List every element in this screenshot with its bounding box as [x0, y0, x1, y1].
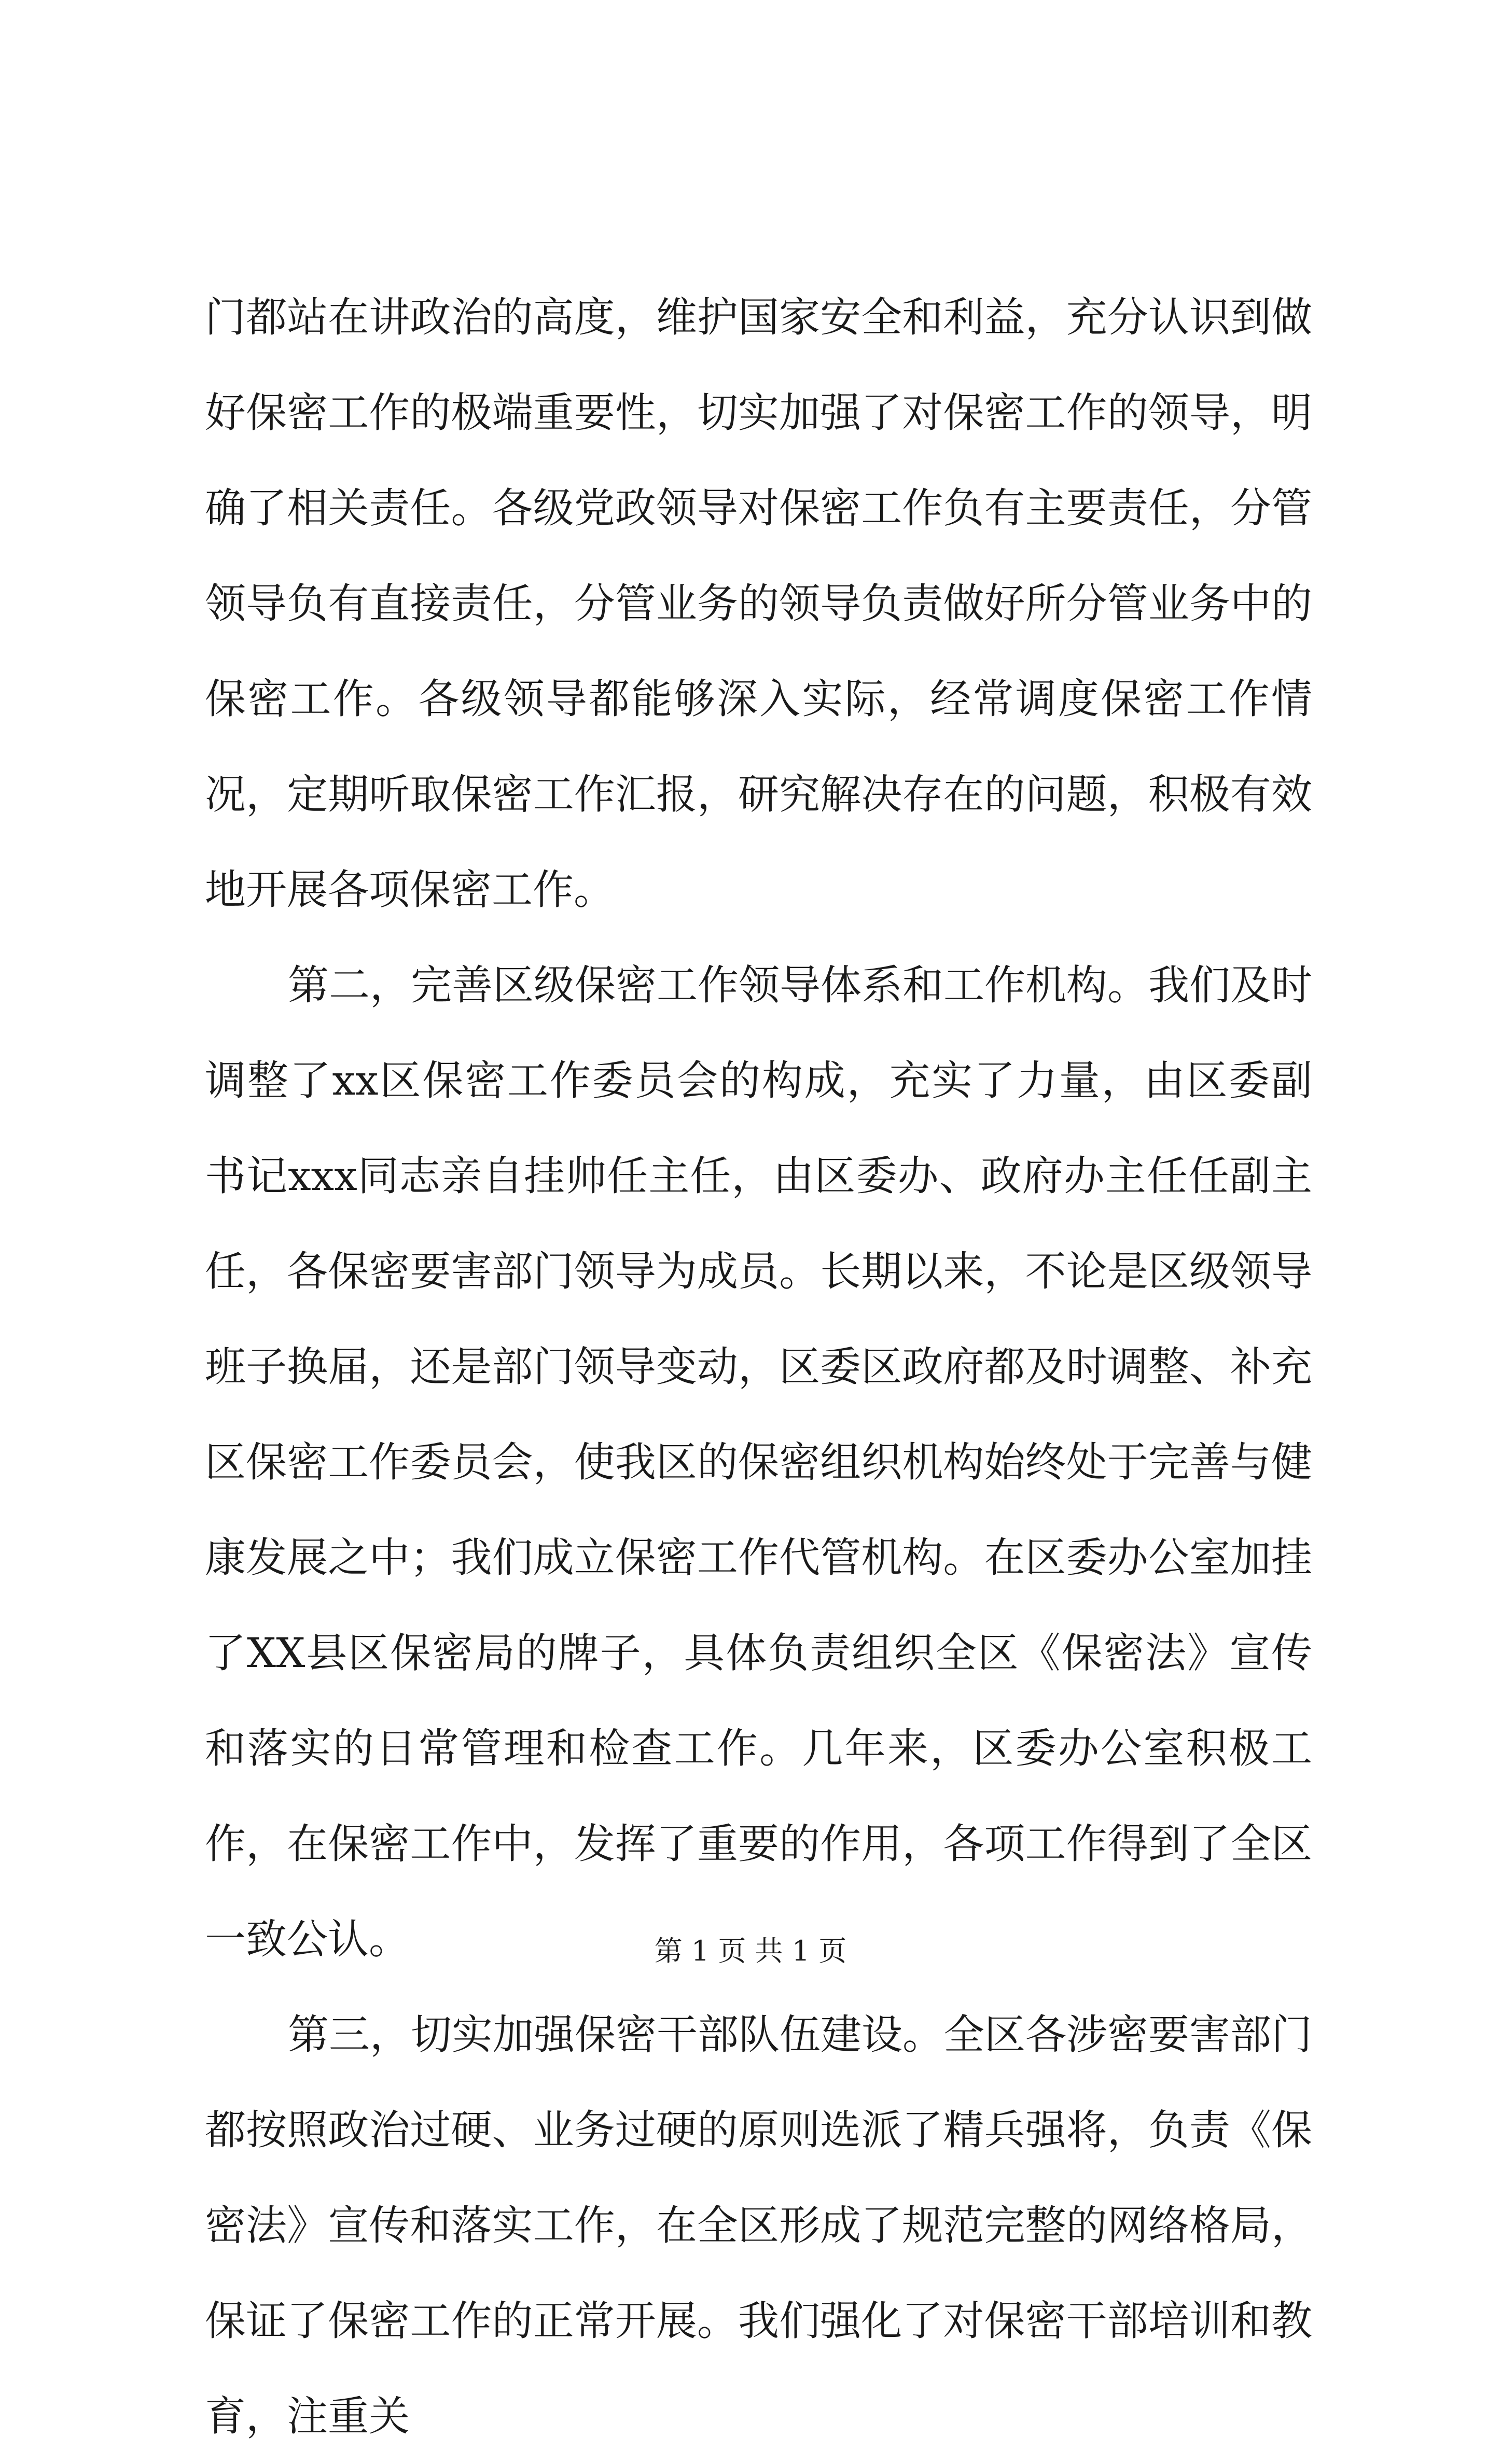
- document-body: [205, 270, 1312, 2464]
- page-number-footer: 第 1 页 共 1 页: [654, 1935, 847, 1967]
- paragraph-2: 第二，完善区级保密工作领导体系和工作机构。我们及时调整了xx区保密工作委员会的构成，充实了力量，由区委副书记xxx同志亲自挂帅任主任，由区委办、政府办主任任副主任，各保密要害部门领导为成员。长期以来，不论是区级领导班子换届，还是部门领导变动，区委区政府都及时调整、补充区保密工作委员会，使我区的保密组织机构始终处于完善与健康发展之中；我们成立保密工作代管机构。在区委办公室加挂了XX县区保密局的牌子，具体负责组织全区《保密法》宣传和落实的日常管理和检查工作。几年来，区委办公室积极工作，在保密工作中，发挥了重要的作用，各项工作得到了全区一致公认。: [205, 961, 1312, 1963]
- paragraph-3: 第三，切实加强保密干部队伍建设。全区各涉密要害部门都按照政治过硬、业务过硬的原则选派了精兵强将，负责《保密法》宣传和落实工作，在全区形成了规范完整的网络格局，保证了保密工作的正常开展。我们强化了对保密干部培训和教育，注重关: [205, 2011, 1312, 2440]
- paragraph-1: 门都站在讲政治的高度，维护国家安全和利益，充分认识到做好保密工作的极端重要性，切实加强了对保密工作的领导，明确了相关责任。各级党政领导对保密工作负有主要责任，分管领导负有直接责任，分管业务的领导负责做好所分管业务中的保密工作。各级领导都能够深入实际，经常调度保密工作情况，定期听取保密工作汇报，研究解决存在的问题，积极有效地开展各项保密工作。: [205, 293, 1312, 914]
